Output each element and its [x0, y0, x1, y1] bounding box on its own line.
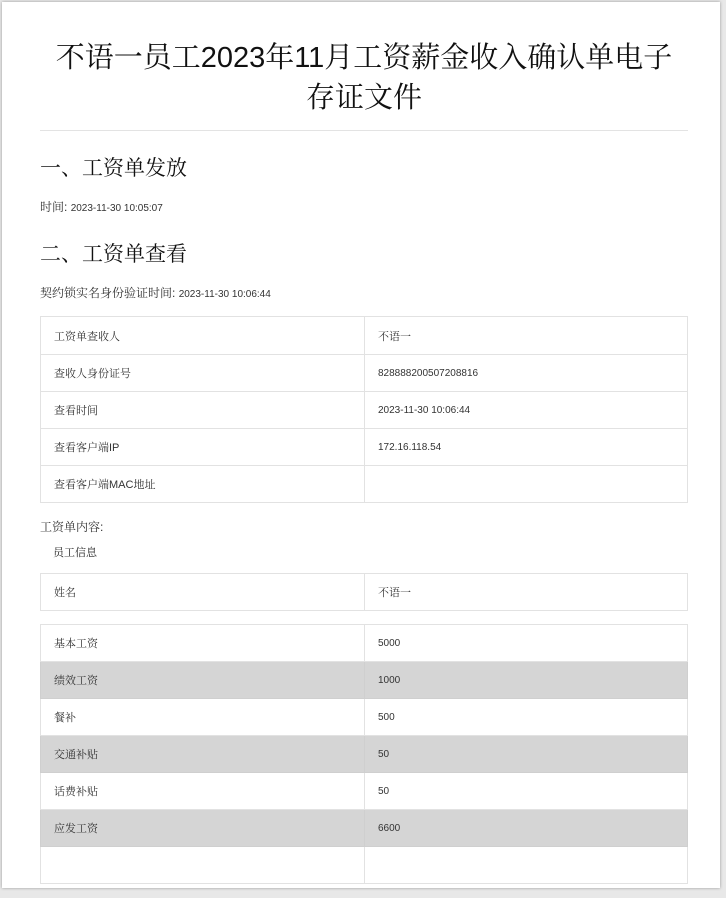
- view-info-table: [40, 316, 688, 503]
- employee-info-table: [40, 573, 688, 611]
- document-page: [2, 2, 720, 888]
- row-value: 828888200507208816: [365, 355, 688, 392]
- issue-time-value: 2023-11-30 10:05:07: [70, 203, 163, 214]
- section1-heading: 一、工资单发放: [40, 157, 187, 180]
- title-divider: [40, 130, 688, 131]
- row-label: 话费补贴: [41, 773, 365, 810]
- verify-time-label: 契约锁实名身份验证时间:: [40, 286, 176, 300]
- row-value: 5000: [365, 625, 688, 662]
- employee-info-label: 员工信息: [53, 547, 97, 559]
- row-value: [365, 847, 688, 884]
- row-label: 查看客户端IP: [41, 429, 365, 466]
- table-row: [41, 736, 688, 773]
- table-row: [41, 810, 688, 847]
- document-title: 不语一员工2023年11月工资薪金收入确认单电子存证文件: [55, 42, 673, 114]
- row-label: 应发工资: [41, 810, 365, 847]
- row-value: 2023-11-30 10:06:44: [365, 392, 688, 429]
- table-row: [41, 625, 688, 662]
- row-value: 50: [365, 773, 688, 810]
- row-value: [365, 466, 688, 503]
- row-value: 不语一: [365, 317, 688, 355]
- row-value: 500: [365, 699, 688, 736]
- row-label: 基本工资: [41, 625, 365, 662]
- issue-time: [40, 199, 688, 217]
- row-value: 1000: [365, 662, 688, 699]
- table-row: [41, 847, 688, 884]
- salary-table: [40, 624, 688, 884]
- section2-heading: 二、工资单查看: [40, 243, 187, 266]
- row-label: 姓名: [41, 574, 365, 611]
- row-value: 50: [365, 736, 688, 773]
- table-row: [41, 662, 688, 699]
- row-label: 查看时间: [41, 392, 365, 429]
- row-value: 172.16.118.54: [365, 429, 688, 466]
- table-row: [41, 317, 688, 355]
- row-label: 查看客户端MAC地址: [41, 466, 365, 503]
- table-row: [41, 466, 688, 503]
- table-row: [41, 699, 688, 736]
- document-content: [40, 2, 688, 884]
- row-value: 6600: [365, 810, 688, 847]
- row-label: 绩效工资: [41, 662, 365, 699]
- row-label: 交通补贴: [41, 736, 365, 773]
- table-row: [41, 574, 688, 611]
- row-label: 查收人身份证号: [41, 355, 365, 392]
- issue-time-label: 时间:: [40, 200, 68, 214]
- row-label: [41, 847, 365, 884]
- table-row: [41, 429, 688, 466]
- verify-time: [40, 285, 688, 303]
- table-row: [41, 355, 688, 392]
- row-value: 不语一: [365, 574, 688, 611]
- row-label: 工资单查收人: [41, 317, 365, 355]
- payslip-content-label: 工资单内容:: [40, 520, 104, 534]
- verify-time-value: 2023-11-30 10:06:44: [178, 289, 271, 300]
- table-row: [41, 392, 688, 429]
- row-label: 餐补: [41, 699, 365, 736]
- table-row: [41, 773, 688, 810]
